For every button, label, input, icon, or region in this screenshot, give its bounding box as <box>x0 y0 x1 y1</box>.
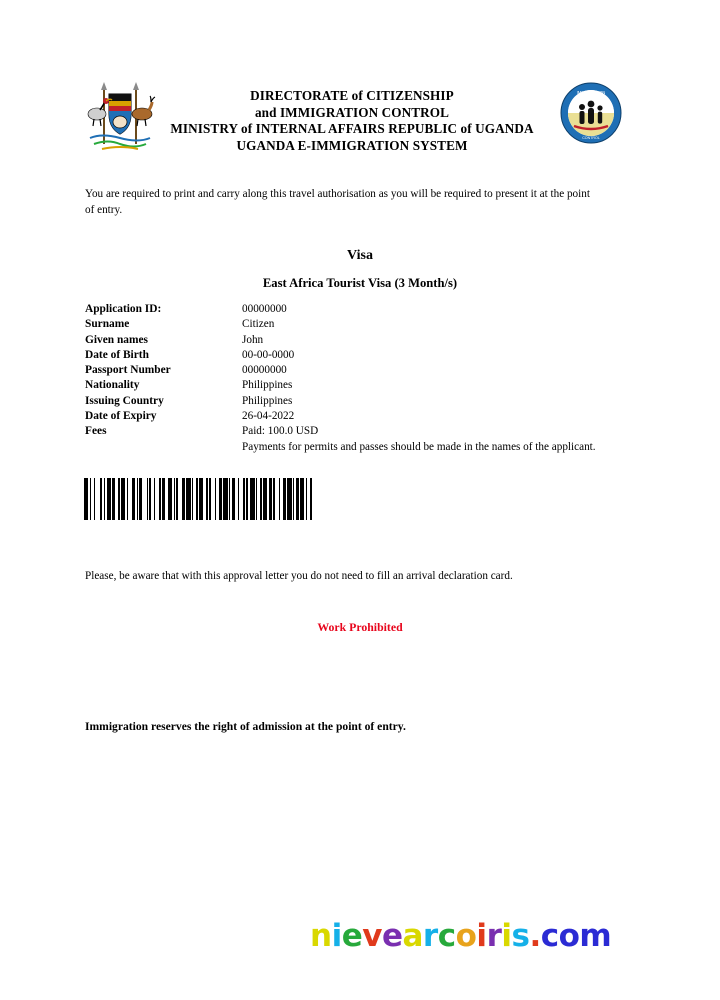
fees-note: Payments for permits and passes should be made in the names of the applicant. <box>242 441 596 453</box>
detail-value: 00000000 <box>242 364 287 377</box>
table-row <box>85 395 605 410</box>
header-line-3: MINISTRY of INTERNAL AFFAIRS REPUBLIC of UGANDA <box>170 121 534 136</box>
detail-label: Application ID: <box>85 303 162 315</box>
detail-label: Issuing Country <box>85 394 164 407</box>
table-row <box>85 425 605 440</box>
detail-label: Fees <box>85 425 107 438</box>
document-header <box>82 78 634 158</box>
detail-label: Nationality <box>85 379 140 392</box>
admission-rights-note: Immigration reserves the right of admission at the point of entry. <box>85 720 406 733</box>
table-row <box>85 318 605 333</box>
visa-type-heading: East Africa Tourist Visa (3 Month/s) <box>262 276 458 290</box>
visa-heading: Visa <box>347 248 373 263</box>
uganda-coat-of-arms-icon <box>82 78 158 152</box>
table-row <box>85 303 605 318</box>
detail-value: Philippines <box>242 379 293 392</box>
detail-label: Surname <box>85 318 130 331</box>
visa-details-table <box>85 303 605 453</box>
detail-value: 00000000 <box>242 303 287 315</box>
detail-value: 00-00-0000 <box>242 348 295 361</box>
detail-label: Date of Birth <box>85 348 149 361</box>
immigration-department-logo-icon <box>560 82 622 144</box>
svg-text:CONTROL: CONTROL <box>582 136 600 140</box>
barcode-image <box>84 478 316 520</box>
detail-value: Citizen <box>242 318 275 331</box>
header-line-1: DIRECTORATE of CITIZENSHIP <box>250 88 454 103</box>
print-notice-text: You are required to print and carry along this travel authorisation as you will be required to present it at the point of entry. <box>85 188 590 216</box>
header-line-4: UGANDA E-IMMIGRATION SYSTEM <box>236 137 468 153</box>
table-row <box>85 410 605 425</box>
table-row <box>85 349 605 364</box>
work-prohibited-badge: Work Prohibited <box>317 620 403 634</box>
header-line-2: and IMMIGRATION CONTROL <box>254 104 450 120</box>
detail-value: Philippines <box>242 394 293 407</box>
table-row <box>85 364 605 379</box>
table-row <box>85 334 605 349</box>
watermark-nievearcoiris: nievearcoiris.com <box>310 918 612 954</box>
detail-label: Given names <box>85 333 148 346</box>
detail-value: Paid: 100.0 USD <box>242 425 319 438</box>
detail-label: Date of Expiry <box>85 410 157 423</box>
arrival-declaration-note: Please, be aware that with this approval letter you do not need to fill an arrival declaration card. <box>85 570 513 582</box>
header-title-block <box>162 88 542 154</box>
detail-label: Passport Number <box>85 364 171 377</box>
detail-value: John <box>242 333 264 346</box>
barcode-bar <box>312 478 316 520</box>
detail-value: 26-04-2022 <box>242 410 295 423</box>
svg-text:IMMIGRATION: IMMIGRATION <box>576 90 606 95</box>
table-row <box>85 379 605 394</box>
